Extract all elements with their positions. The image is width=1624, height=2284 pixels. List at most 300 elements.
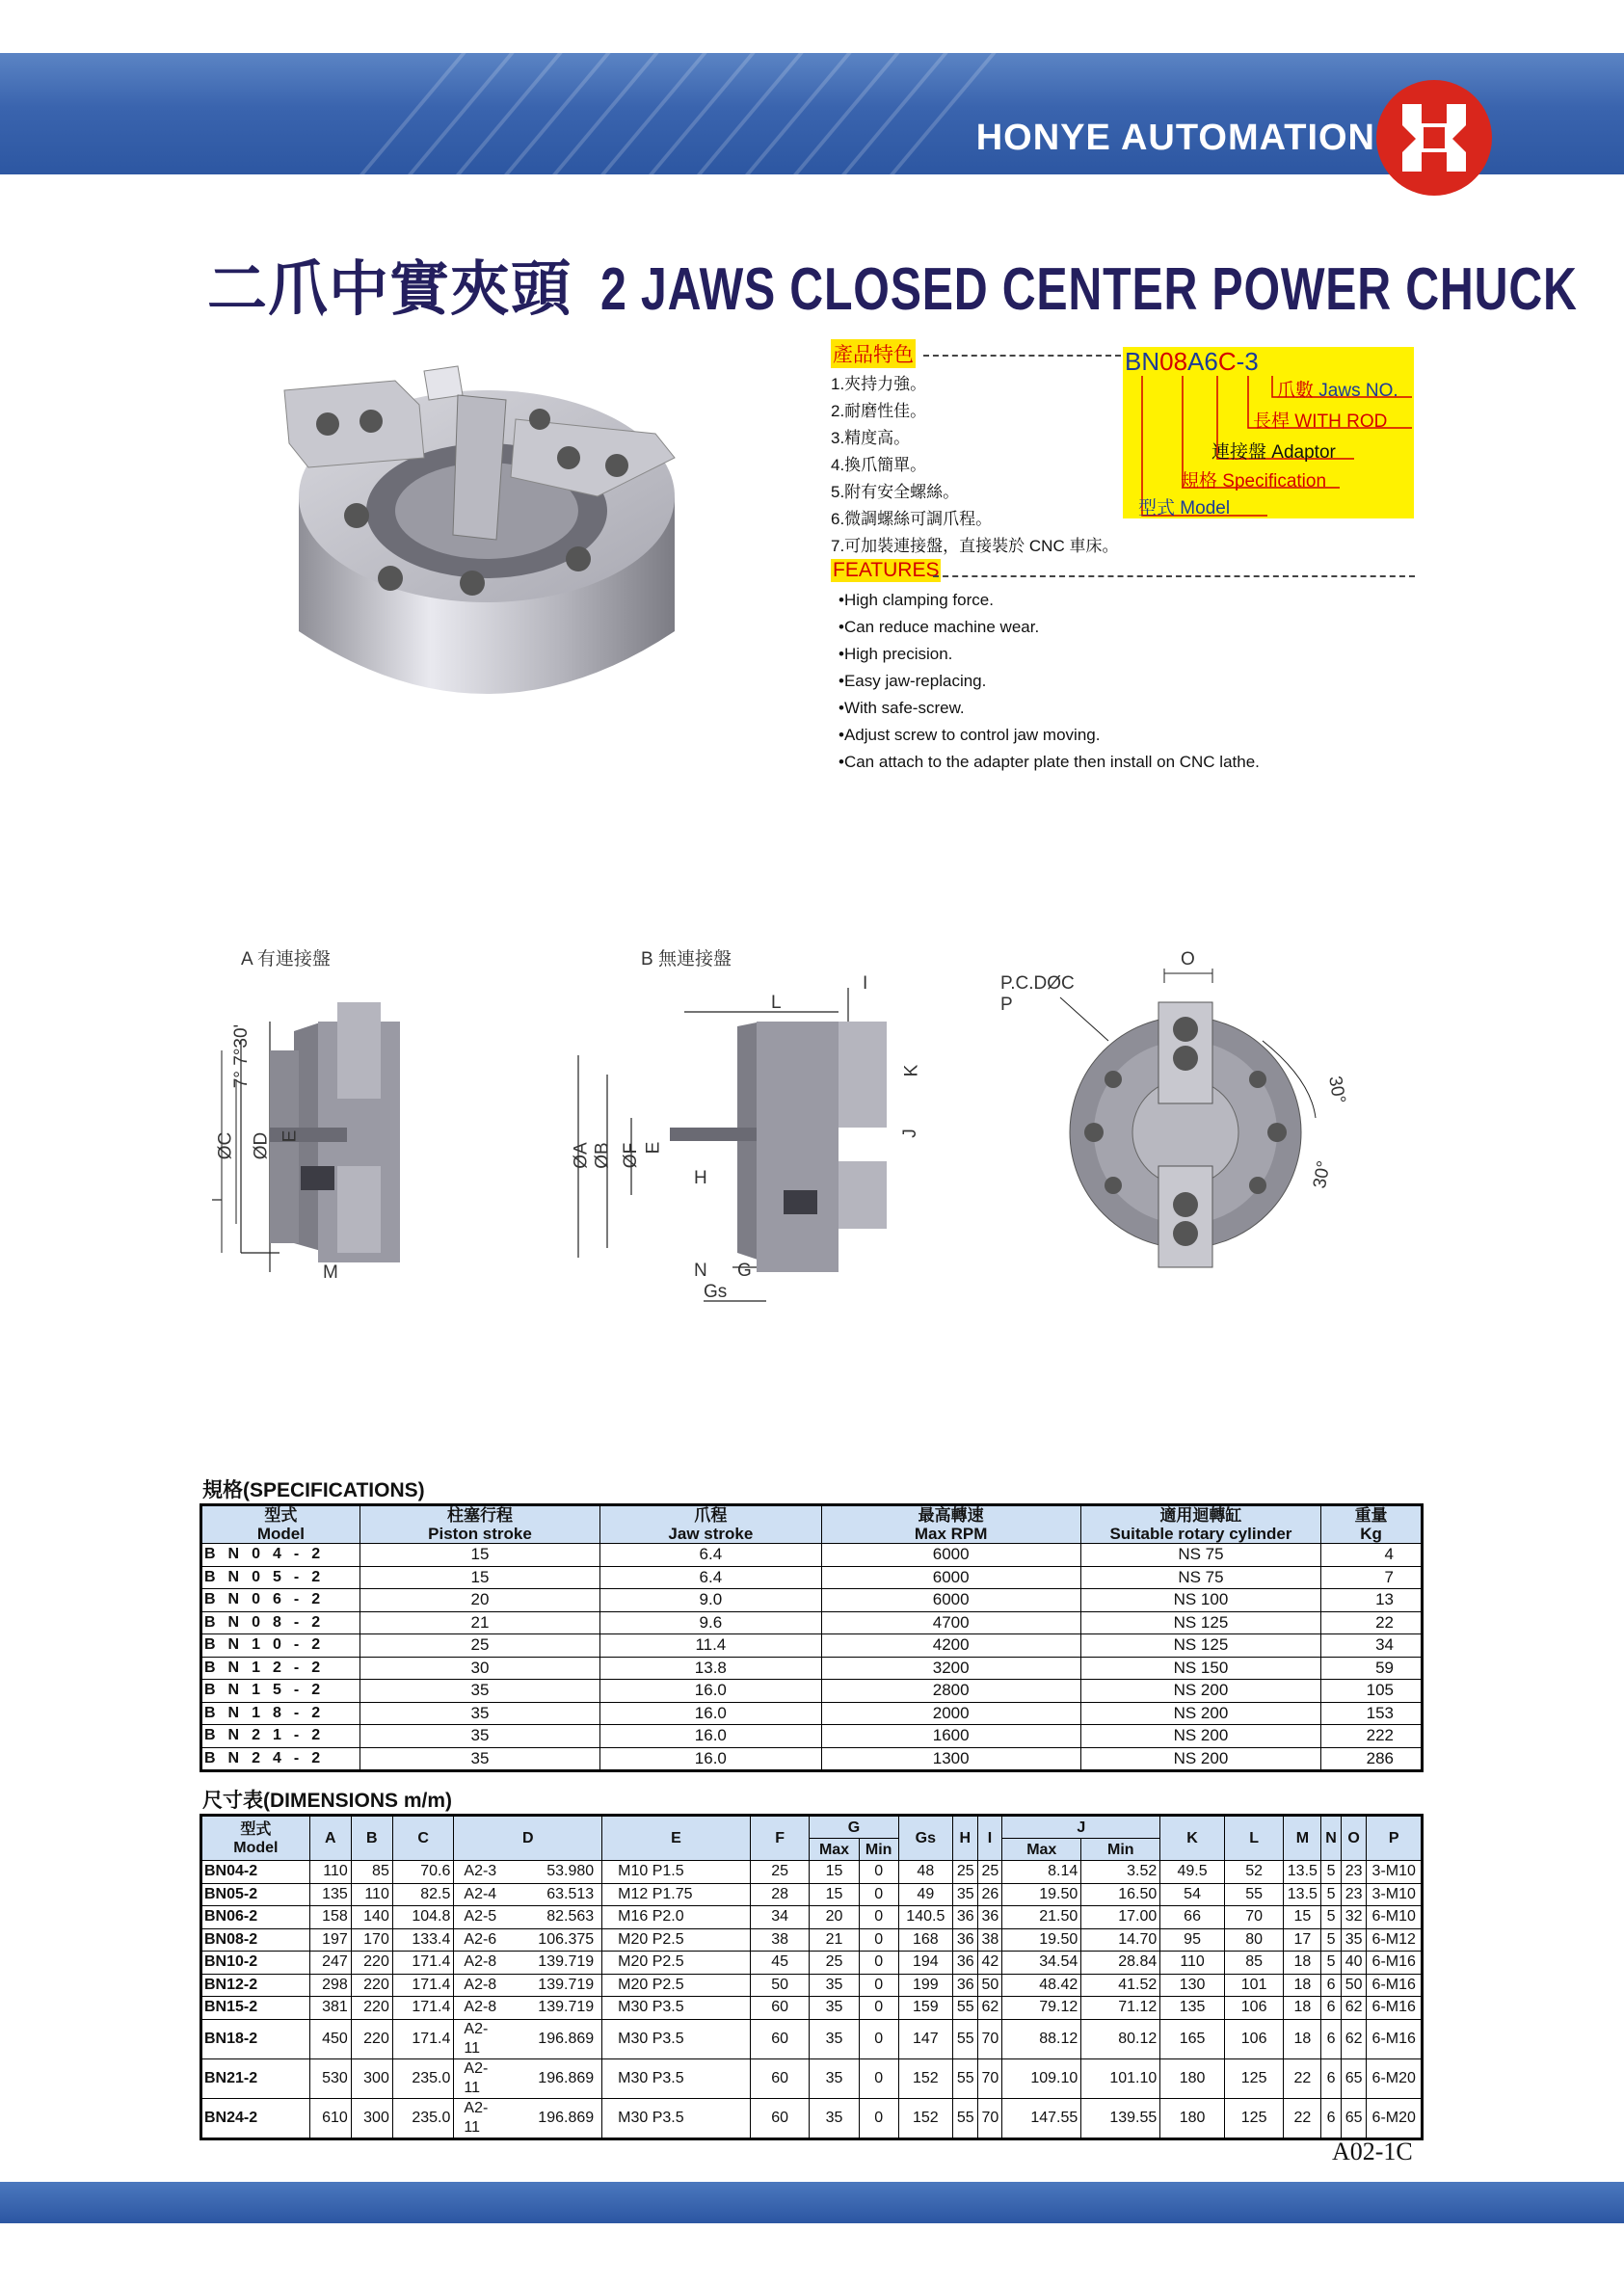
features-zh-heading: 產品特色 xyxy=(831,339,916,368)
brand-name: HONYE AUTOMATION xyxy=(975,118,1375,158)
model-cell: BN08-2 xyxy=(201,1928,310,1952)
dim-cell: 36 xyxy=(977,1906,1002,1929)
dim-cell: 0 xyxy=(859,2058,898,2098)
table-row xyxy=(201,1952,1423,1975)
dim-cell: M10 P1.5 xyxy=(602,1861,751,1884)
feature-en-4: •Easy jaw-replacing. xyxy=(839,672,987,690)
spec-col-weight: 重量 Kg xyxy=(1321,1505,1423,1544)
feature-zh-3: 3.精度高。 xyxy=(831,429,911,447)
table-row xyxy=(201,1544,1423,1567)
dim-cell: 36 xyxy=(953,1928,978,1952)
dim-cell: 65 xyxy=(1341,2098,1367,2138)
label-e-b: E xyxy=(643,1141,664,1155)
dim-col-n: N xyxy=(1321,1816,1342,1861)
dim-cell: 23 xyxy=(1341,1861,1367,1884)
dim-cell: 80 xyxy=(1224,1928,1284,1952)
label-m: M xyxy=(323,1262,338,1283)
spec-cell: 11.4 xyxy=(600,1634,821,1658)
table-row xyxy=(201,1928,1423,1952)
title-zh: 二爪中實夾頭 xyxy=(207,256,572,323)
dim-cell: 25 xyxy=(953,1861,978,1884)
spec-cell: 9.0 xyxy=(600,1589,821,1612)
dim-cell: 6-M20 xyxy=(1367,2098,1423,2138)
dim-cell: 6-M12 xyxy=(1367,1928,1423,1952)
features-en-heading: FEATURES xyxy=(833,559,940,581)
dim-cell: M30 P3.5 xyxy=(602,2098,751,2138)
model-code-legend: BN08A6C-3 爪數 Jaws NO. 長桿 WITH ROD 連接盤 Adaptor 規格 Specification 型式 Model xyxy=(1123,347,1414,518)
dim-col-b: B xyxy=(351,1816,392,1861)
feature-zh-4: 4.換爪簡單。 xyxy=(831,456,927,474)
dim-cell: 28 xyxy=(750,1883,810,1906)
dim-cell: A2-8 xyxy=(454,1952,503,1975)
label-k: K xyxy=(901,1064,922,1077)
dim-cell: 6 xyxy=(1321,1974,1342,1997)
dim-cell: 54 xyxy=(1160,1883,1225,1906)
label-g: G xyxy=(737,1261,752,1281)
spec-cell: 15 xyxy=(359,1544,599,1567)
spec-cell: 25 xyxy=(359,1634,599,1658)
page-title xyxy=(207,241,1624,327)
dim-cell: 22 xyxy=(1284,2058,1321,2098)
dim-cell: 235.0 xyxy=(392,2058,454,2098)
dim-col-g-min: Min xyxy=(859,1839,898,1861)
honye-logo-icon xyxy=(1373,77,1495,199)
dim-cell: 71.12 xyxy=(1081,1997,1160,2020)
dim-cell: 55 xyxy=(953,1997,978,2020)
dim-cell: 55 xyxy=(953,2058,978,2098)
dim-cell: 104.8 xyxy=(392,1906,454,1929)
dim-cell: 79.12 xyxy=(1002,1997,1081,2020)
table-row xyxy=(201,1906,1423,1929)
spec-col-model: 型式 Model xyxy=(201,1505,360,1544)
dim-cell: 6-M10 xyxy=(1367,1906,1423,1929)
spec-cell: 6000 xyxy=(821,1566,1080,1589)
dim-cell: 25 xyxy=(810,1952,859,1975)
dim-cell: M16 P2.0 xyxy=(602,1906,751,1929)
dim-cell: 34.54 xyxy=(1002,1952,1081,1975)
dim-cell: 6-M16 xyxy=(1367,1974,1423,1997)
dim-cell: 0 xyxy=(859,1883,898,1906)
dim-cell: 6 xyxy=(1321,2019,1342,2058)
feature-zh-1: 1.夾持力強。 xyxy=(831,375,927,393)
dim-cell: 106 xyxy=(1224,1997,1284,2020)
dim-cell: 0 xyxy=(859,1861,898,1884)
spec-cell: 4700 xyxy=(821,1611,1080,1634)
dim-cell: 55 xyxy=(953,2098,978,2138)
dim-cell: 3.52 xyxy=(1081,1861,1160,1884)
dim-cell: 70 xyxy=(1224,1906,1284,1929)
dim-cell: 19.50 xyxy=(1002,1928,1081,1952)
dim-cell: 8.14 xyxy=(1002,1861,1081,1884)
dim-cell: 62 xyxy=(1341,2019,1367,2058)
spec-cell: 22 xyxy=(1321,1611,1423,1634)
label-angle1: 30° xyxy=(1324,1074,1349,1105)
dim-cell: 109.10 xyxy=(1002,2058,1081,2098)
dim-cell: 199 xyxy=(898,1974,952,1997)
label-j: J xyxy=(899,1129,920,1138)
model-cell: BN24-2 xyxy=(201,2098,310,2138)
dim-cell: 60 xyxy=(750,2098,810,2138)
spec-cell: 2000 xyxy=(821,1702,1080,1725)
dim-cell: 5 xyxy=(1321,1906,1342,1929)
dim-cell: A2-4 xyxy=(454,1883,503,1906)
dim-cell: A2-6 xyxy=(454,1928,503,1952)
spec-cell: 30 xyxy=(359,1657,599,1680)
dim-cell: A2-8 xyxy=(454,1997,503,2020)
drawing-b-label: B 無連接盤 xyxy=(641,949,732,969)
dim-table xyxy=(200,1814,1424,2140)
label-angle2: 30° xyxy=(1310,1158,1335,1190)
dim-cell: 170 xyxy=(351,1928,392,1952)
dim-cell: 45 xyxy=(750,1952,810,1975)
spec-cell: NS 125 xyxy=(1080,1611,1320,1634)
label-phi-c: ØC xyxy=(215,1131,236,1160)
dim-section-label: 尺寸表(DIMENSIONS m/m) xyxy=(202,1790,453,1812)
dim-cell: 21.50 xyxy=(1002,1906,1081,1929)
model-cell: BN10-2 xyxy=(201,1952,310,1975)
dim-cell: 35 xyxy=(810,2058,859,2098)
spec-cell: 35 xyxy=(359,1702,599,1725)
dim-cell: 38 xyxy=(750,1928,810,1952)
dim-cell: A2-3 xyxy=(454,1861,503,1884)
feature-zh-5: 5.附有安全螺絲。 xyxy=(831,483,960,501)
spec-cell: 2800 xyxy=(821,1680,1080,1703)
dim-cell: 42 xyxy=(977,1952,1002,1975)
dim-cell: 25 xyxy=(750,1861,810,1884)
spec-col-cylinder: 適用迴轉缸 Suitable rotary cylinder xyxy=(1080,1505,1320,1544)
dim-cell: 55 xyxy=(1224,1883,1284,1906)
model-code: BN08A6C-3 xyxy=(1125,347,1259,376)
dim-cell: 70 xyxy=(977,2058,1002,2098)
spec-cell: 222 xyxy=(1321,1725,1423,1748)
dim-col-o: O xyxy=(1341,1816,1367,1861)
dim-cell: 85 xyxy=(1224,1952,1284,1975)
dim-cell: 381 xyxy=(309,1997,351,2020)
model-cell: BN15-2 xyxy=(201,1997,310,2020)
feature-en-5: •With safe-screw. xyxy=(839,699,965,717)
dim-cell: 52 xyxy=(1224,1861,1284,1884)
spec-cell: NS 75 xyxy=(1080,1544,1320,1567)
label-taper: 7° 7°30' xyxy=(231,1023,253,1089)
spec-cell: 6000 xyxy=(821,1544,1080,1567)
dim-cell: 125 xyxy=(1224,2098,1284,2138)
dim-cell: 36 xyxy=(953,1952,978,1975)
dim-cell: 0 xyxy=(859,1997,898,2020)
spec-cell: 286 xyxy=(1321,1747,1423,1771)
spec-cell: 4 xyxy=(1321,1544,1423,1567)
dim-cell: 62 xyxy=(1341,1997,1367,2020)
dim-header-row-1 xyxy=(201,1816,1423,1839)
dim-col-h: H xyxy=(953,1816,978,1861)
spec-header-row xyxy=(201,1505,1423,1544)
dim-cell: 0 xyxy=(859,2098,898,2138)
dim-cell: M30 P3.5 xyxy=(602,1997,751,2020)
label-l: L xyxy=(771,993,782,1013)
dim-cell: 130 xyxy=(1160,1974,1225,1997)
dim-cell: 101.10 xyxy=(1081,2058,1160,2098)
dim-cell: 110 xyxy=(1160,1952,1225,1975)
label-gs: Gs xyxy=(704,1282,728,1302)
dim-cell: 220 xyxy=(351,1952,392,1975)
dim-cell: 19.50 xyxy=(1002,1883,1081,1906)
spec-cell: NS 200 xyxy=(1080,1747,1320,1771)
table-row xyxy=(201,2098,1423,2138)
dim-cell: A2-8 xyxy=(454,1974,503,1997)
dim-cell: 95 xyxy=(1160,1928,1225,1952)
dim-col-a: A xyxy=(309,1816,351,1861)
spec-cell: 16.0 xyxy=(600,1680,821,1703)
dim-cell: 6-M20 xyxy=(1367,2058,1423,2098)
dim-cell: 196.869 xyxy=(503,2058,602,2098)
model-cell: BN05-2 xyxy=(201,1883,310,1906)
spec-cell: 35 xyxy=(359,1725,599,1748)
dim-cell: 0 xyxy=(859,1952,898,1975)
table-row xyxy=(201,2019,1423,2058)
spec-cell: 6000 xyxy=(821,1589,1080,1612)
label-h: H xyxy=(694,1168,707,1188)
dim-col-j-min: Min xyxy=(1081,1839,1160,1861)
dim-cell: 17 xyxy=(1284,1928,1321,1952)
table-row xyxy=(201,1974,1423,1997)
dim-cell: 18 xyxy=(1284,1997,1321,2020)
spec-cell: 13.8 xyxy=(600,1657,821,1680)
feature-en-7: •Can attach to the adapter plate then install on CNC lathe. xyxy=(839,753,1260,771)
dim-cell: 14.70 xyxy=(1081,1928,1160,1952)
spec-cell: 16.0 xyxy=(600,1702,821,1725)
spec-cell: 15 xyxy=(359,1566,599,1589)
dim-cell: 80.12 xyxy=(1081,2019,1160,2058)
dim-cell: 610 xyxy=(309,2098,351,2138)
dim-cell: 60 xyxy=(750,2019,810,2058)
spec-cell: 16.0 xyxy=(600,1725,821,1748)
dim-cell: A2-11 xyxy=(454,2019,503,2058)
dim-cell: A2-5 xyxy=(454,1906,503,1929)
dim-cell: 6-M16 xyxy=(1367,1997,1423,2020)
dim-cell: 35 xyxy=(810,1997,859,2020)
dim-col-f: F xyxy=(750,1816,810,1861)
feature-en-2: •Can reduce machine wear. xyxy=(839,618,1040,636)
table-row xyxy=(201,1680,1423,1703)
dim-col-e: E xyxy=(602,1816,751,1861)
dim-cell: 40 xyxy=(1341,1952,1367,1975)
model-cell: BN12-2 xyxy=(201,1657,360,1680)
label-phi-d: ØD xyxy=(251,1131,272,1160)
dim-cell: 235.0 xyxy=(392,2098,454,2138)
dim-cell: M30 P3.5 xyxy=(602,2019,751,2058)
table-row xyxy=(201,1702,1423,1725)
dim-cell: 62 xyxy=(977,1997,1002,2020)
dim-cell: 101 xyxy=(1224,1974,1284,1997)
dim-cell: 147 xyxy=(898,2019,952,2058)
spec-cell: 20 xyxy=(359,1589,599,1612)
spec-cell: 1600 xyxy=(821,1725,1080,1748)
spec-cell: NS 200 xyxy=(1080,1725,1320,1748)
dim-cell: 194 xyxy=(898,1952,952,1975)
dim-cell: 171.4 xyxy=(392,2019,454,2058)
dim-cell: 6-M16 xyxy=(1367,2019,1423,2058)
dim-cell: 85 xyxy=(351,1861,392,1884)
dim-cell: 135 xyxy=(1160,1997,1225,2020)
dim-cell: 63.513 xyxy=(503,1883,602,1906)
spec-cell: 7 xyxy=(1321,1566,1423,1589)
feature-en-3: •High precision. xyxy=(839,645,953,663)
spec-cell: 3200 xyxy=(821,1657,1080,1680)
spec-cell: 34 xyxy=(1321,1634,1423,1658)
table-row xyxy=(201,1997,1423,2020)
spec-col-rpm: 最高轉速 Max RPM xyxy=(821,1505,1080,1544)
spec-cell: 105 xyxy=(1321,1680,1423,1703)
dim-cell: A2-11 xyxy=(454,2058,503,2098)
dim-cell: 48 xyxy=(898,1861,952,1884)
dim-cell: 60 xyxy=(750,1997,810,2020)
dim-cell: 35 xyxy=(953,1883,978,1906)
spec-cell: 35 xyxy=(359,1747,599,1771)
dim-cell: 300 xyxy=(351,2098,392,2138)
spec-cell: 21 xyxy=(359,1611,599,1634)
dim-cell: 28.84 xyxy=(1081,1952,1160,1975)
dim-cell: 18 xyxy=(1284,2019,1321,2058)
dim-cell: 6 xyxy=(1321,2058,1342,2098)
dim-cell: 22 xyxy=(1284,2098,1321,2138)
dim-cell: 139.719 xyxy=(503,1974,602,1997)
dim-cell: 50 xyxy=(750,1974,810,1997)
model-cell: BN04-2 xyxy=(201,1544,360,1567)
dim-cell: 106.375 xyxy=(503,1928,602,1952)
table-row xyxy=(201,1883,1423,1906)
dim-cell: 3-M10 xyxy=(1367,1883,1423,1906)
spec-section-label: 規格(SPECIFICATIONS) xyxy=(202,1479,425,1501)
spec-cell: NS 75 xyxy=(1080,1566,1320,1589)
dim-cell: M30 P3.5 xyxy=(602,2058,751,2098)
table-row xyxy=(201,1611,1423,1634)
table-row xyxy=(201,2058,1423,2098)
dim-cell: 196.869 xyxy=(503,2019,602,2058)
table-row xyxy=(201,1725,1423,1748)
dim-cell: 152 xyxy=(898,2058,952,2098)
dim-cell: 26 xyxy=(977,1883,1002,1906)
model-cell: BN18-2 xyxy=(201,1702,360,1725)
dim-cell: 53.980 xyxy=(503,1861,602,1884)
dim-cell: 18 xyxy=(1284,1952,1321,1975)
dim-cell: 6 xyxy=(1321,2098,1342,2138)
dim-cell: 220 xyxy=(351,2019,392,2058)
dim-cell: 147.55 xyxy=(1002,2098,1081,2138)
dim-col-gs: Gs xyxy=(898,1816,952,1861)
dim-cell: 35 xyxy=(810,2019,859,2058)
dim-cell: 15 xyxy=(1284,1906,1321,1929)
dim-cell: 168 xyxy=(898,1928,952,1952)
model-cell: BN24-2 xyxy=(201,1747,360,1771)
dim-col-p: P xyxy=(1367,1816,1423,1861)
spec-cell: NS 150 xyxy=(1080,1657,1320,1680)
dim-cell: 152 xyxy=(898,2098,952,2138)
feature-zh-6: 6.微調螺絲可調爪程。 xyxy=(831,510,993,528)
dim-cell: 66 xyxy=(1160,1906,1225,1929)
page-number: A02-1C xyxy=(1332,2138,1413,2165)
dim-cell: 140 xyxy=(351,1906,392,1929)
dim-cell: 18 xyxy=(1284,1974,1321,1997)
dim-cell: 5 xyxy=(1321,1861,1342,1884)
dim-cell: 135 xyxy=(309,1883,351,1906)
dim-cell: 35 xyxy=(810,1974,859,1997)
dim-cell: 13.5 xyxy=(1284,1883,1321,1906)
label-i: I xyxy=(863,973,868,994)
dim-cell: 32 xyxy=(1341,1906,1367,1929)
dim-cell: 15 xyxy=(810,1861,859,1884)
spec-cell: 6.4 xyxy=(600,1544,821,1567)
spec-cell: 13 xyxy=(1321,1589,1423,1612)
model-cell: BN05-2 xyxy=(201,1566,360,1589)
drawing-a-label: A 有連接盤 xyxy=(241,949,331,969)
dim-cell: 110 xyxy=(309,1861,351,1884)
dim-cell: 36 xyxy=(953,1906,978,1929)
dim-cell: 450 xyxy=(309,2019,351,2058)
dim-cell: 82.563 xyxy=(503,1906,602,1929)
dim-col-i: I xyxy=(977,1816,1002,1861)
dim-cell: 6 xyxy=(1321,1997,1342,2020)
model-cell: BN15-2 xyxy=(201,1680,360,1703)
dim-cell: 70 xyxy=(977,2098,1002,2138)
dim-cell: 15 xyxy=(810,1883,859,1906)
dim-cell: 0 xyxy=(859,1974,898,1997)
table-row xyxy=(201,1566,1423,1589)
spec-cell: 6.4 xyxy=(600,1566,821,1589)
dim-col-j: J xyxy=(1002,1816,1160,1839)
dim-cell: M20 P2.5 xyxy=(602,1928,751,1952)
dim-col-c: C xyxy=(392,1816,454,1861)
spec-col-piston: 柱塞行程 Piston stroke xyxy=(359,1505,599,1544)
dim-cell: 41.52 xyxy=(1081,1974,1160,1997)
footer-band xyxy=(0,2182,1624,2223)
dim-cell: 70 xyxy=(977,2019,1002,2058)
dim-cell: 171.4 xyxy=(392,1952,454,1975)
drawing-front-view xyxy=(1051,964,1398,1282)
dim-cell: 139.55 xyxy=(1081,2098,1160,2138)
spec-cell: NS 200 xyxy=(1080,1680,1320,1703)
dim-cell: 49 xyxy=(898,1883,952,1906)
model-cell: BN04-2 xyxy=(201,1861,310,1884)
dim-cell: M20 P2.5 xyxy=(602,1952,751,1975)
label-pcd: P.C.DØC xyxy=(1000,973,1075,994)
chuck-product-image xyxy=(280,352,713,742)
dim-cell: 298 xyxy=(309,1974,351,1997)
dim-cell: 5 xyxy=(1321,1883,1342,1906)
dim-col-model: 型式 Model xyxy=(201,1816,310,1861)
label-o: O xyxy=(1181,949,1195,969)
dim-cell: 171.4 xyxy=(392,1974,454,1997)
dim-cell: 65 xyxy=(1341,2058,1367,2098)
dim-cell: 3-M10 xyxy=(1367,1861,1423,1884)
dim-cell: 220 xyxy=(351,1974,392,1997)
dim-cell: 55 xyxy=(953,2019,978,2058)
dim-col-l: L xyxy=(1224,1816,1284,1861)
feature-en-6: •Adjust screw to control jaw moving. xyxy=(839,726,1101,744)
dim-col-k: K xyxy=(1160,1816,1225,1861)
dim-cell: 180 xyxy=(1160,2098,1225,2138)
dim-cell: 300 xyxy=(351,2058,392,2098)
spec-col-jaw: 爪程 Jaw stroke xyxy=(600,1505,821,1544)
feature-zh-7: 7.可加裝連接盤，直接裝於 CNC 車床。 xyxy=(831,537,1119,555)
spec-table xyxy=(200,1503,1424,1772)
spec-cell: NS 100 xyxy=(1080,1589,1320,1612)
dim-cell: 49.5 xyxy=(1160,1861,1225,1884)
spec-cell: NS 200 xyxy=(1080,1702,1320,1725)
dim-cell: 140.5 xyxy=(898,1906,952,1929)
dim-cell: 0 xyxy=(859,1906,898,1929)
table-row xyxy=(201,1861,1423,1884)
dim-cell: 16.50 xyxy=(1081,1883,1160,1906)
label-phi-a: ØA xyxy=(571,1142,592,1169)
